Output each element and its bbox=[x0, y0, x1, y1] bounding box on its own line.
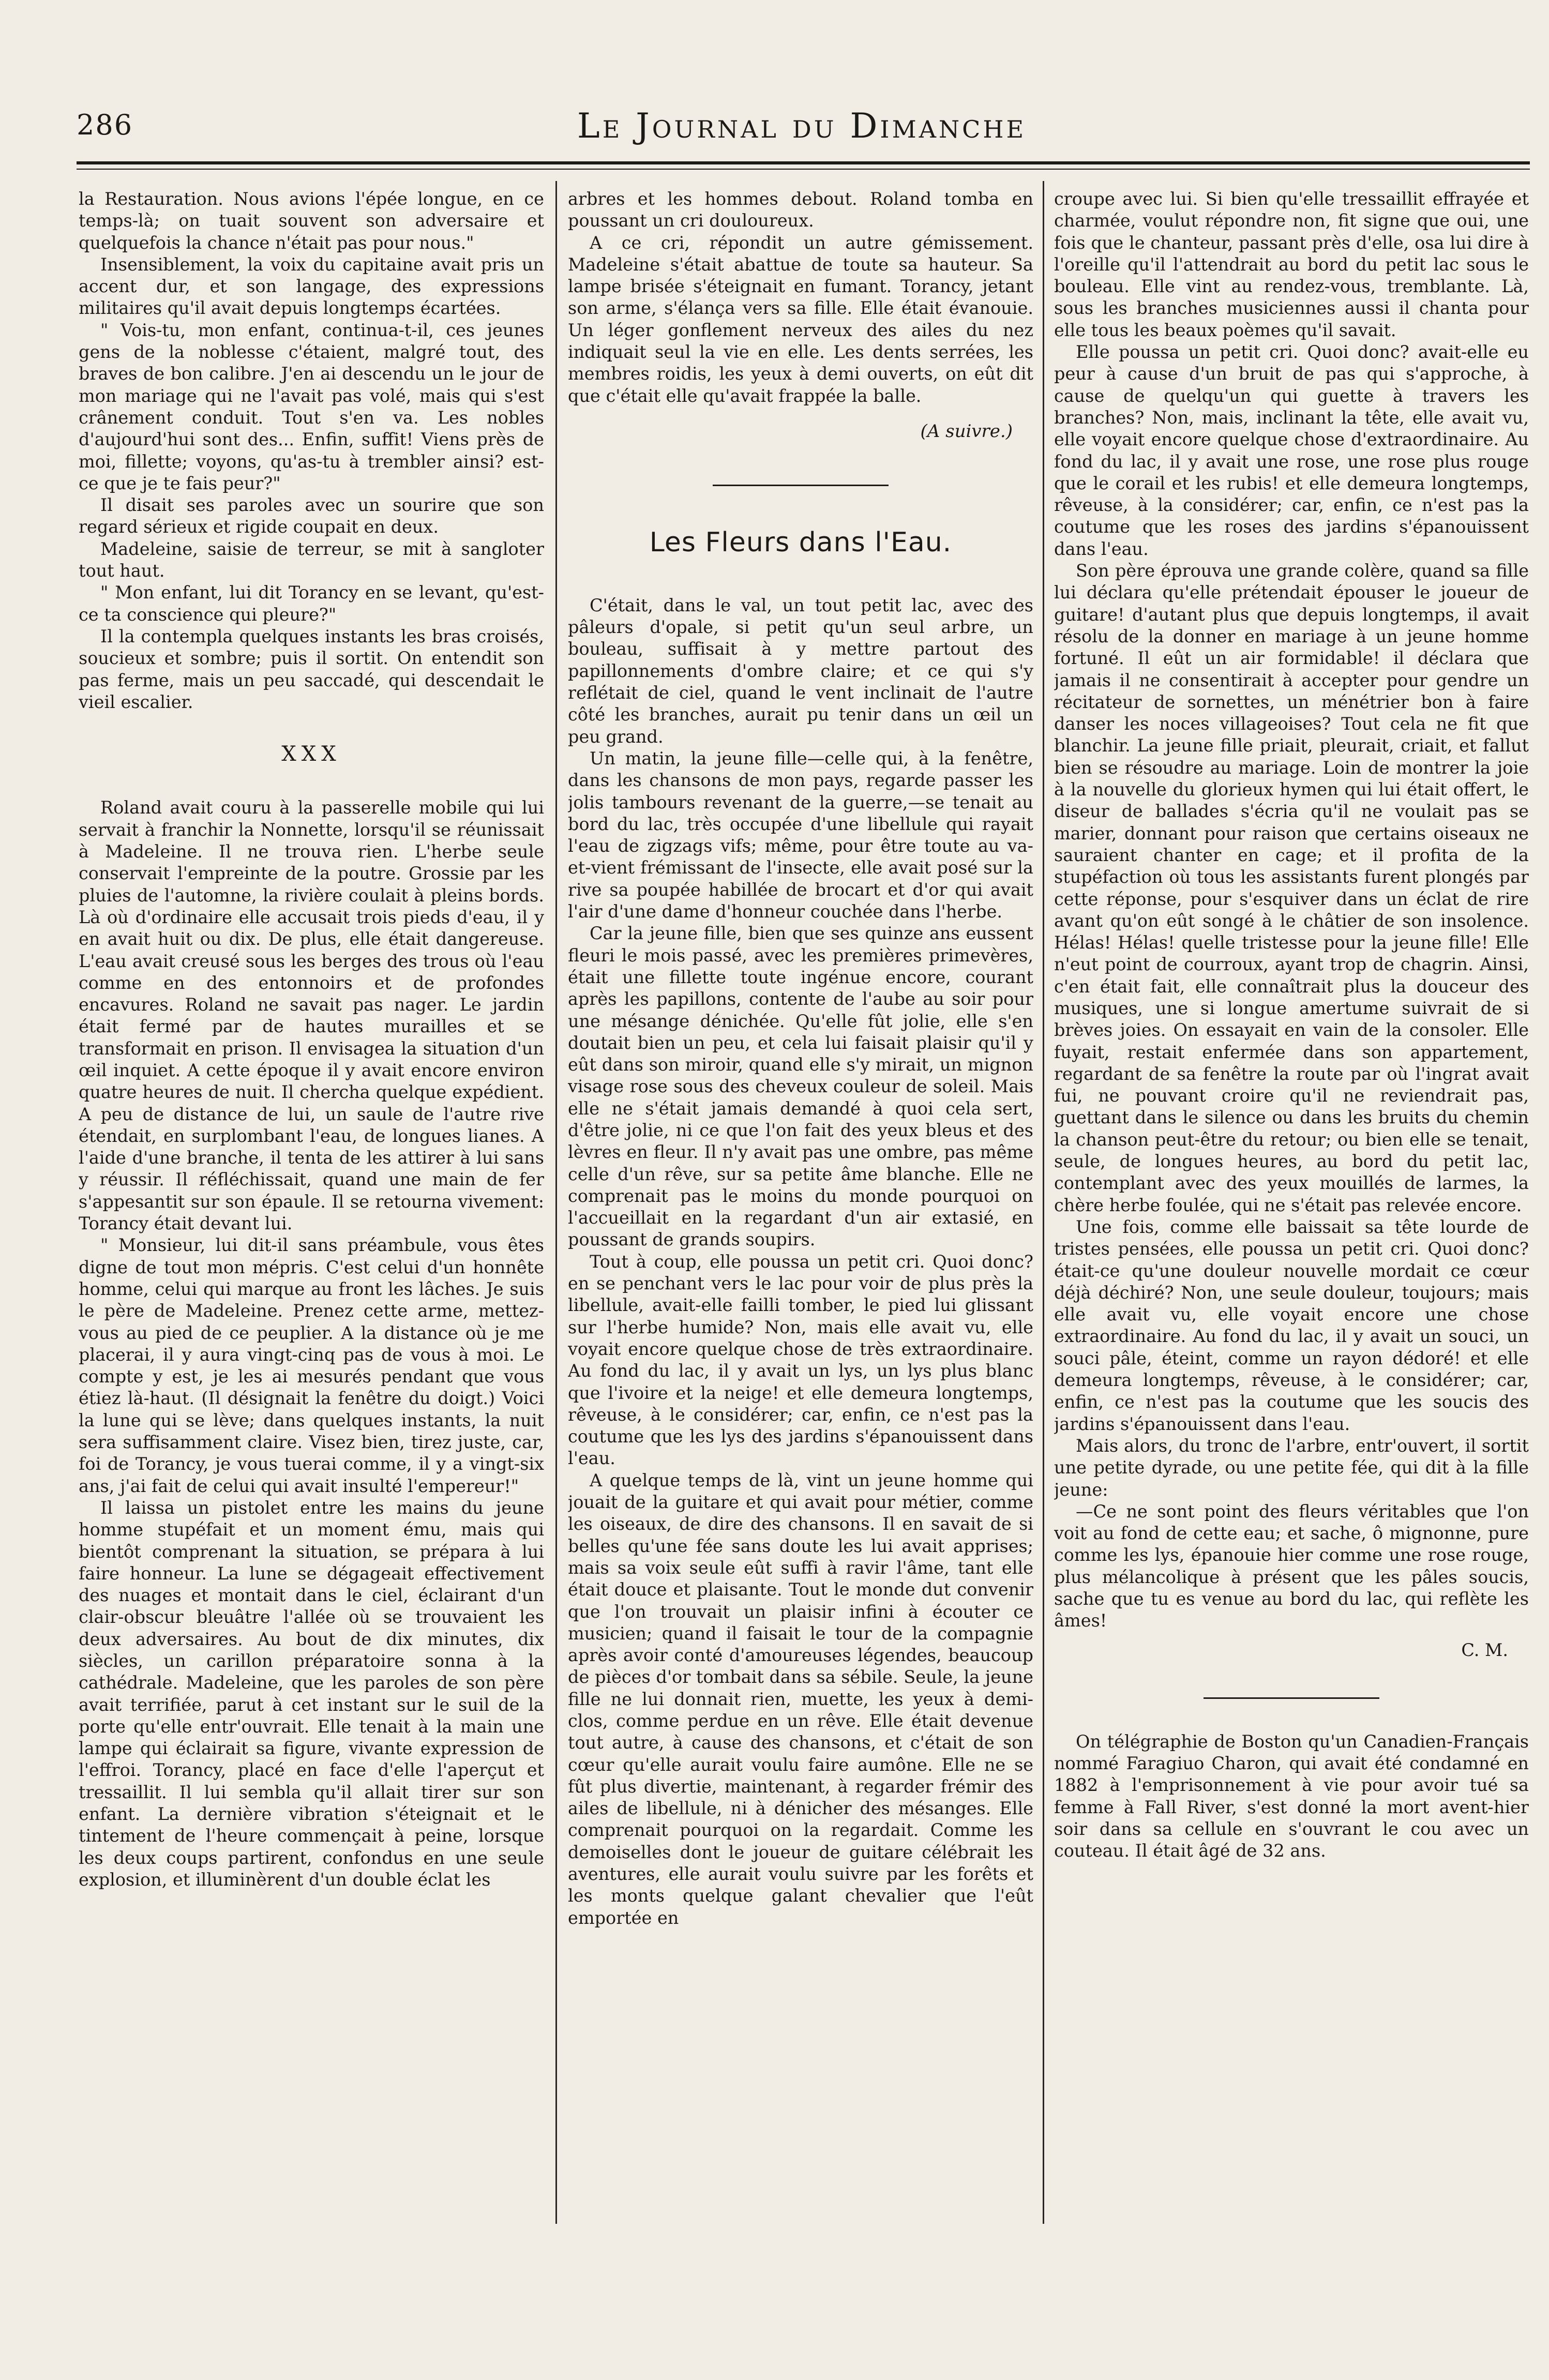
column-divider bbox=[555, 181, 557, 2224]
column-2 bbox=[568, 188, 1033, 2236]
paragraph: Il disait ses paroles avec un sourire que son regard sérieux et rigide coupait en deux. bbox=[79, 495, 544, 537]
paragraph: —Ce ne sont point des fleurs véritables que l'on voit au fond de cette eau; et sache, ô mignonne, pure comme les lys, épanouie hier comme une rose rouge, plus mélancolique à présent que les pâles soucis, sache que tu es venue au bord du lac, qui reflète les âmes! bbox=[1054, 1501, 1529, 1631]
paragraph: A quelque temps de là, vint un jeune homme qui jouait de la guitare et qui avait pour métier, comme les oiseaux, de dire des chansons. Il en savait de si belles qu'une fée sans doute les lui avait apprises; mais sa voix seule eût suffi à ravir l'âme, tant elle était douce et plaisante. Tout le monde dut convenir que l'on trouvait un plaisir infini à écouter ce musicien; quand il faisait le tour de la compagnie après avoir conté d'amoureuses légendes, beaucoup de pièces d'or tombait dans sa sébile. Seule, la jeune fille ne lui donnait rien, muette, les yeux à demi-clos, comme perdue en un rêve. Elle était devenue tout autre, à cause des chansons, et c'était de son cœur qu'elle aurait voulu faire aumône. Elle ne se fût plus divertie, maintenant, à regarder frémir des ailes de libellule, ni à dénicher des mésanges. Elle comprenait pourquoi on la regardait. Comme les demoiselles dont le joueur de guitare célébrait les aventures, elle aurait voulu suivre par les forêts et les monts quelque galant chevalier que l'eût emportée en bbox=[568, 1470, 1033, 1928]
paragraph: " Mon enfant, lui dit Torancy en se levant, qu'est-ce ta conscience qui pleure?" bbox=[79, 582, 544, 625]
page-number: 286 bbox=[77, 109, 133, 141]
column-3 bbox=[1054, 188, 1529, 2236]
paragraph: Tout à coup, elle poussa un petit cri. Quoi donc? en se penchant vers le lac pour voir de plus près la libellule, avait-elle failli tomber, le pied lui glissant sur l'herbe humide? Non, mais elle avait vu, elle voyait encore quelque chose de très extraordinaire. Au fond du lac, il y avait un lys, un lys plus blanc que l'ivoire et la neige! et elle demeura longtemps, rêveuse, à le considérer; car, enfin, ce n'est pas la coutume que les lys des jardins s'épanouissent dans l'eau. bbox=[568, 1251, 1033, 1469]
paragraph: croupe avec lui. Si bien qu'elle tressaillit effrayée et charmée, voulut répondre non, fit signe que oui, une fois que le chanteur, passant près d'elle, osa lui dire à l'oreille qu'il l'attendrait au bord du petit lac sous le bouleau. Elle vint au rendez-vous, tremblante. Là, sous les branches musiciennes aussi il chanta pour elle tous les beaux poèmes qu'il savait. bbox=[1054, 189, 1529, 340]
ornamental-divider bbox=[568, 473, 1033, 495]
paragraph: Son père éprouva une grande colère, quand sa fille lui déclara qu'elle prétendait épouser le joueur de guitare! d'autant plus que depuis longtemps, il avait résolu de la donner en mariage à un jeune homme fortuné. Il eût un air formidable! il déclara que jamais il ne consentirait à accepter pour gendre un récitateur de sornettes, un ménétrier bon à faire danser les noces villageoises? Tout cela ne fit que blanchir. La jeune fille priait, pleurait, criait, et fallut bien se résoudre au mariage. Loin de montrer la joie à la nouvelle du glorieux hymen qui lui était offert, le diseur de ballades s'écria qu'il ne voulait pas se marier, donnant pour raison que certains oiseaux ne sauraient chanter en cage; et il profita de la stupéfaction où tous les assistants furent plongés par cette réponse, pour s'esquiver dans un éclat de rire avant qu'on eût songé à le châtier de son insolence. Hélas! Hélas! quelle tristesse pour la jeune fille! Elle n'eut point de courroux, ayant trop de chagrin. Ainsi, c'en était fait, elle connaîtrait plus la douceur des musiques, une si longue amertume suivrait de si brèves joies. On essayait en vain de la consoler. Elle fuyait, restait enfermée dans son appartement, regardant de sa fenêtre la route par où l'ingrat avait fui, ne pouvant croire qu'il ne reviendrait pas, guettant dans le silence ou dans les bruits du chemin la chanson peut-être du retour; ou bien elle se tenait, seule, de longues heures, au bord du petit lac, contemplant avec des yeux mouillés de larmes, la chère herbe foulée, qui ne s'était pas relevée encore. bbox=[1054, 561, 1529, 1215]
paragraph: Il la contempla quelques instants les bras croisés, soucieux et sombre; puis il sortit. On entendit son pas ferme, mais un peu saccadé, qui descendait le vieil escalier. bbox=[79, 626, 544, 712]
paragraph: " Vois-tu, mon enfant, continua-t-il, ces jeunes gens de la noblesse c'étaient, malgré tout, des braves de bon calibre. J'en ai descendu un le jour de mon mariage qui ne l'avait pas volé, mais qui s'est crânement conduit. Tout s'en va. Les nobles d'aujourd'hui sont des... Enfin, suffit! Viens près de moi, fillette; voyons, qu'as-tu à trembler ainsi? est-ce que je te fais peur?" bbox=[79, 320, 544, 493]
paragraph: la Restauration. Nous avions l'épée longue, en ce temps-là; on tuait souvent son adversaire et quelquefois la chance n'était pas pour nous." bbox=[79, 189, 544, 253]
paragraph: arbres et les hommes debout. Roland tomba en poussant un cri douloureux. bbox=[568, 189, 1033, 231]
author-signature: C. M. bbox=[1461, 1639, 1508, 1660]
column-1 bbox=[79, 188, 544, 2236]
paragraph: Car la jeune fille, bien que ses quinze ans eussent fleuri le mois passé, avec les premières primevères, était une fillette toute ingénue encore, courant après les papillons, contente de l'aube au soir pour une mésange dénichée. Qu'elle fût jolie, elle s'en doutait bien un peu, et cela lui faisait plaisir qu'il y eût dans son miroir, quand elle s'y mirait, un mignon visage rose sous des cheveux couleur de soleil. Mais elle ne s'était jamais demandé à quoi cela sert, d'être jolie, ni ce que l'on fait des yeux bleus et des lèvres en fleur. Il n'y avait pas une ombre, pas même celle d'un rêve, sur sa petite âme blanche. Elle ne comprenait pas le moins du monde pourquoi on l'accueillait en la regardant d'un air extasié, en poussant de grands soupirs. bbox=[568, 923, 1033, 1250]
to-be-continued: (A suivre.) bbox=[920, 420, 1013, 442]
paragraph: Elle poussa un petit cri. Quoi donc? avait-elle eu peur à cause d'un bruit de pas qui s'approche, à cause de quelqu'un qui guette à travers les branches? Non, mais, inclinant la tête, elle avait vu, elle voyait encore quelque chose d'extraordinaire. Au fond du lac, il y avait une rose, une rose plus rouge que le corail et les rubis! et elle demeura longtemps, rêveuse, à la considérer; car, enfin, ce n'est pas la coutume que les roses des jardins s'épanouissent dans l'eau. bbox=[1054, 342, 1529, 559]
paragraph: Un matin, la jeune fille—celle qui, à la fenêtre, dans les chansons de mon pays, regarde passer les jolis tambours revenant de la guerre,—se tenait au bord du lac, très occupée d'une libellule qui rayait l'eau de zigzags vifs; même, pour être toute au va-et-vient frémissant de l'insecte, elle avait posé sur la rive sa poupée habillée de brocart et d'or qui avait l'air d'une dame d'honneur couchée dans l'herbe. bbox=[568, 748, 1033, 922]
paragraph: C'était, dans le val, un tout petit lac, avec des pâleurs d'opale, si petit qu'un seul arbre, un bouleau, suffisait à y mettre partout des papillonnements d'ombre claire; et ce qui s'y reflétait de ciel, quand le vent inclinait de l'autre côté les branches, aurait pu tenir dans un œil un peu grand. bbox=[568, 595, 1033, 747]
paragraph: Il laissa un pistolet entre les mains du jeune homme stupéfait et un moment ému, mais qui bientôt comprenant la situation, se prépara à lui faire honneur. La lune se dégageait effectivement des nuages et montait dans le ciel, éclairant d'un clair-obscur bleuâtre l'allée où se trouvaient les deux adversaires. Au bout de dix minutes, dix siècles, un carillon préparatoire sonna à la cathédrale. Madeleine, que les paroles de son père avait terrifiée, parut à cet instant sur le suil de la porte qu'elle entr'ouvrait. Elle tenait à la main une lampe qui éclairait sa figure, vivante expression de l'effroi. Torancy, placé en face d'elle l'aperçut et tressaillit. Il lui sembla qu'il allait tirer sur son enfant. La dernière vibration s'éteignait et le tintement de l'heure commençait à peine, lorsque les deux coups partirent, confondus en une seule explosion, et illuminèrent d'un double éclat les bbox=[79, 1497, 544, 1890]
paragraph: Roland avait couru à la passerelle mobile qui lui servait à franchir la Nonnette, lorsqu'il se réunissait à Madeleine. Il ne trouva rien. L'herbe seule conservait l'empreinte de la poutre. Grossie par les pluies de l'automne, la rivière coulait à pleins bords. Là où d'ordinaire elle accusait trois pieds d'eau, il y en avait huit ou dix. De plus, elle était dangereuse. L'eau avait creusé sous les berges des trous où l'eau comme en des entonnoirs et de profondes encavures. Roland ne savait pas nager. Le jardin était fermé par de hautes murailles et se transformait en prison. Il envisagea la situation d'un œil inquiet. A cette époque il y avait encore environ quatre heures de nuit. Il chercha quelque expédient. A peu de distance de lui, un saule de l'autre rive étendait, en surplombant l'eau, de longues lianes. A l'aide d'une branche, il tenta de les attirer à lui sans y réussir. Il réfléchissait, quand une main de fer s'appesantit sur son épaule. Il se retourna vivement: Torancy était devant lui. bbox=[79, 797, 544, 1234]
paragraph: " Monsieur, lui dit-il sans préambule, vous êtes digne de tout mon mépris. C'est celui d'un honnête homme, celui qui marque au front les lâches. Je suis le père de Madeleine. Prenez cette arme, mettez-vous au pied de ce peuplier. A la distance où je me placerai, il y aura vingt-cinq pas de vous à moi. Le compte y est, je les ai mesurés pendant que vous étiez là-haut. (Il désignait la fenêtre du doigt.) Voici la lune qui se lève; dans quelques instants, la nuit sera suffisamment claire. Visez bien, tirez juste, car, foi de Torancy, je vous tuerai comme, il y a vingt-six ans, j'ai fait de celui qui avait insulté l'empereur!" bbox=[79, 1235, 544, 1496]
article-title: Les Fleurs dans l'Eau. bbox=[649, 526, 952, 558]
paragraph: A ce cri, répondit un autre gémissement. Madeleine s'était abattue de toute sa hauteur. Sa lampe brisée s'éteignait en fumant. Torancy, jetant son arme, s'élança vers sa fille. Elle était évanouie. Un léger gonflement nerveux des ailes du nez indiquait seul la vie en elle. Les dents serrées, les membres roidis, les yeux à demi ouverts, on eût dit que c'était elle qu'avait frappée la balle. bbox=[568, 232, 1033, 406]
paragraph: Mais alors, du tronc de l'arbre, entr'ouvert, il sortit une petite dyrade, ou une petite fée, qui dit à la fille jeune: bbox=[1054, 1435, 1529, 1500]
divider-rule bbox=[1204, 1697, 1379, 1699]
masthead: Le Journal du Dimanche bbox=[577, 106, 1027, 146]
header-rule-thick bbox=[77, 161, 1530, 164]
column-divider bbox=[1043, 181, 1044, 2224]
paragraph: Insensiblement, la voix du capitaine avait pris un accent dur, et son langage, des expressions militaires qu'il avait depuis longtemps écartées. bbox=[79, 254, 544, 319]
news-brief: On télégraphie de Boston qu'un Canadien-Français nommé Faragiuo Charon, qui avait été condamné en 1882 à l'emprisonnement à vie pour avoir tué sa femme à Fall River, s'est donné la mort avent-hier soir dans sa cellule en s'ouvrant le cou avec un couteau. Il était âgé de 32 ans. bbox=[1054, 1731, 1529, 1861]
paragraph: Une fois, comme elle baissait sa tête lourde de tristes pensées, elle poussa un petit cri. Quoi donc? était-ce qu'une douleur nouvelle mordait ce cœur déjà déchiré? Non, une seule douleur, toujours; mais elle avait vu, elle voyait encore une chose extraordinaire. Au fond du lac, il y avait un souci, un souci pâle, éteint, comme un rayon dédoré! et elle demeura longtemps, rêveuse, à le considérer; car, enfin, ce n'est pas la coutume que les soucis des jardins s'épanouissent dans l'eau. bbox=[1054, 1216, 1529, 1434]
chapter-heading: XXX bbox=[281, 742, 341, 766]
paragraph: Madeleine, saisie de terreur, se mit à sangloter tout haut. bbox=[79, 538, 544, 581]
header-rule-thin bbox=[77, 169, 1530, 170]
